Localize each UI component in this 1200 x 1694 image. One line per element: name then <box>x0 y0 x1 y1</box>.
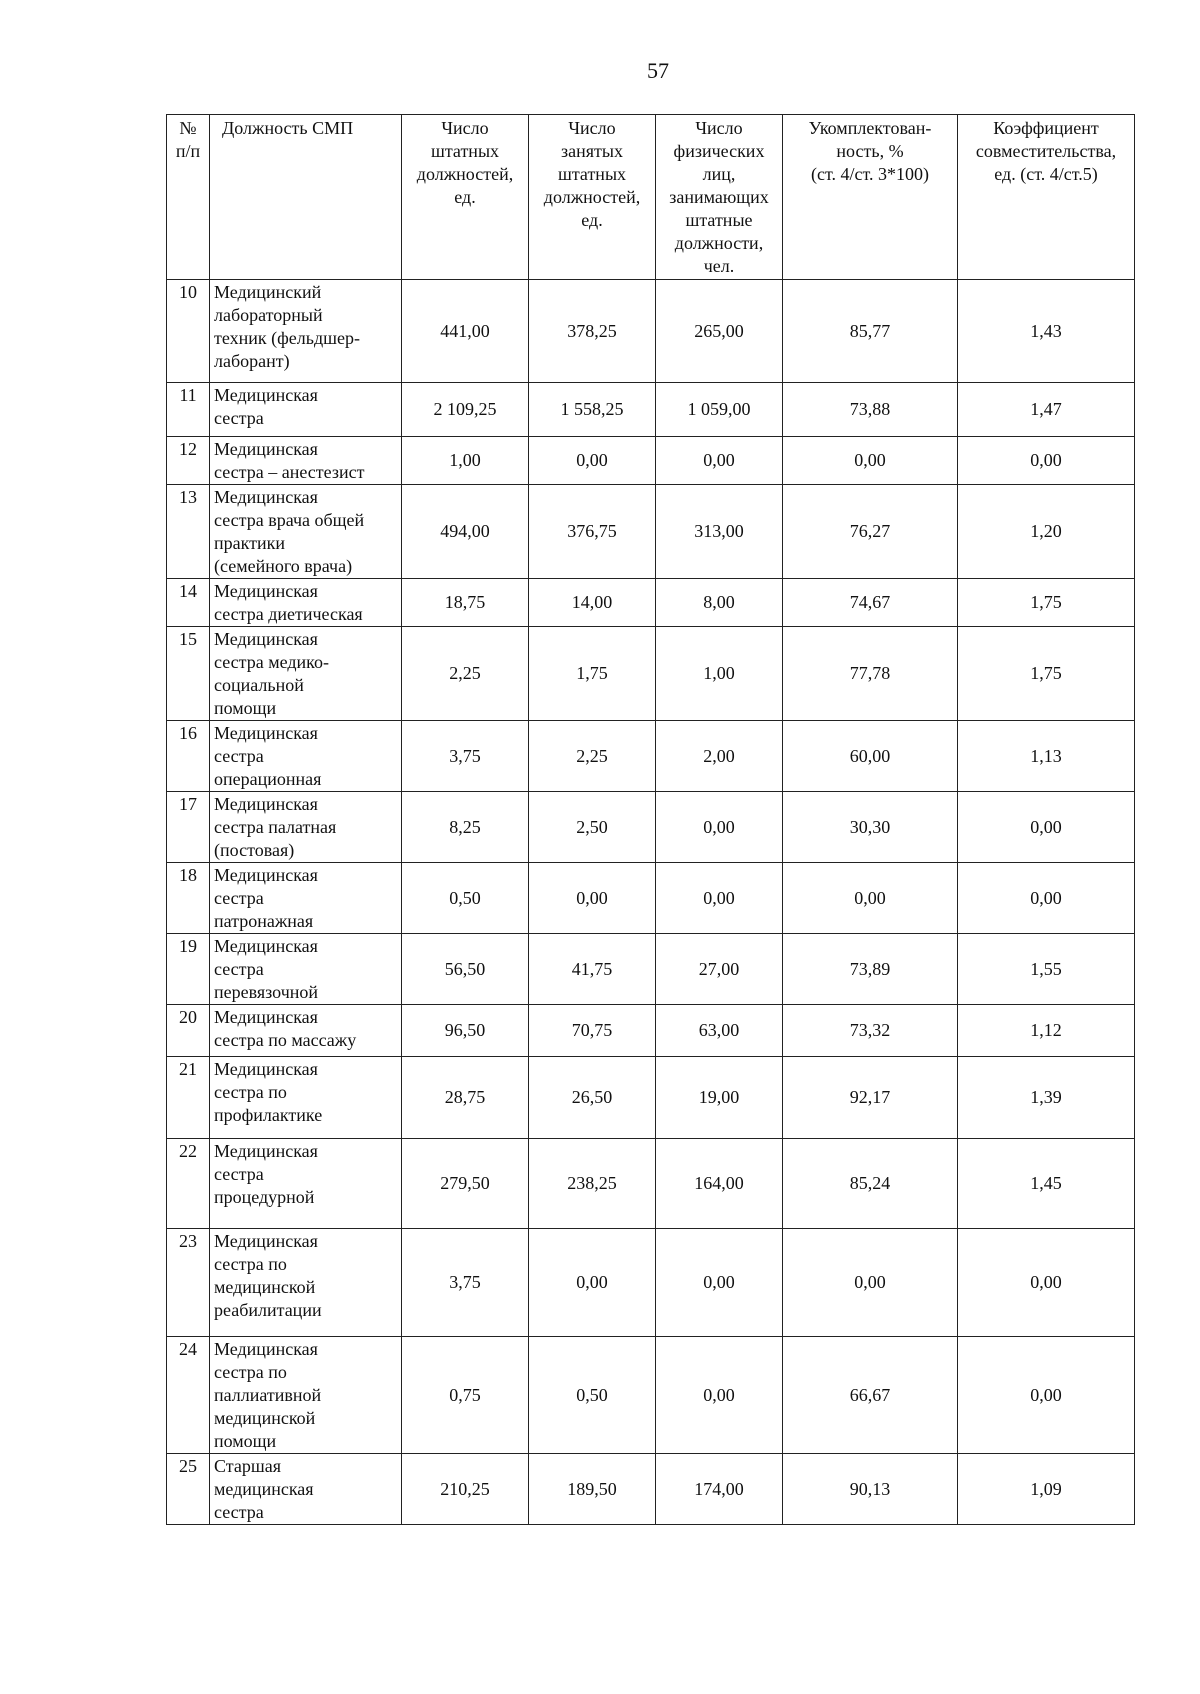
cell-occupied-positions: 238,25 <box>529 1139 656 1229</box>
cell-staffing-percent: 66,67 <box>783 1337 958 1454</box>
cell-staffing-percent: 76,27 <box>783 485 958 579</box>
cell-physical-persons: 0,00 <box>656 1229 783 1337</box>
cell-number: 22 <box>167 1139 210 1229</box>
cell-number: 18 <box>167 863 210 934</box>
cell-occupied-positions: 2,25 <box>529 721 656 792</box>
header-occupied-positions: Число занятых штатных должностей, ед. <box>529 115 656 280</box>
cell-position: Медицинская сестра медико- социальной помощи <box>210 627 402 721</box>
table-row <box>167 863 1135 934</box>
cell-staffing-percent: 0,00 <box>783 863 958 934</box>
cell-staffing-percent: 0,00 <box>783 1229 958 1337</box>
cell-occupied-positions: 189,50 <box>529 1454 656 1525</box>
table-row <box>167 792 1135 863</box>
cell-part-time-coefficient: 0,00 <box>958 1337 1135 1454</box>
table-body <box>167 280 1135 1525</box>
cell-part-time-coefficient: 1,47 <box>958 383 1135 437</box>
cell-staffing-percent: 85,24 <box>783 1139 958 1229</box>
cell-occupied-positions: 0,00 <box>529 863 656 934</box>
cell-number: 16 <box>167 721 210 792</box>
cell-occupied-positions: 14,00 <box>529 579 656 627</box>
cell-occupied-positions: 0,50 <box>529 1337 656 1454</box>
cell-physical-persons: 1,00 <box>656 627 783 721</box>
cell-staff-positions: 2 109,25 <box>402 383 529 437</box>
table-row <box>167 721 1135 792</box>
cell-physical-persons: 2,00 <box>656 721 783 792</box>
cell-staffing-percent: 60,00 <box>783 721 958 792</box>
cell-physical-persons: 164,00 <box>656 1139 783 1229</box>
cell-physical-persons: 174,00 <box>656 1454 783 1525</box>
table-row <box>167 1454 1135 1525</box>
cell-number: 19 <box>167 934 210 1005</box>
cell-position: Медицинская сестра по массажу <box>210 1005 402 1057</box>
cell-part-time-coefficient: 1,20 <box>958 485 1135 579</box>
cell-number: 10 <box>167 280 210 383</box>
cell-staff-positions: 96,50 <box>402 1005 529 1057</box>
cell-physical-persons: 0,00 <box>656 863 783 934</box>
cell-part-time-coefficient: 1,75 <box>958 627 1135 721</box>
table-row <box>167 1005 1135 1057</box>
cell-position: Медицинская сестра перевязочной <box>210 934 402 1005</box>
cell-staffing-percent: 74,67 <box>783 579 958 627</box>
cell-occupied-positions: 70,75 <box>529 1005 656 1057</box>
cell-part-time-coefficient: 1,09 <box>958 1454 1135 1525</box>
cell-staffing-percent: 85,77 <box>783 280 958 383</box>
cell-number: 15 <box>167 627 210 721</box>
cell-part-time-coefficient: 0,00 <box>958 863 1135 934</box>
cell-physical-persons: 63,00 <box>656 1005 783 1057</box>
cell-staff-positions: 28,75 <box>402 1057 529 1139</box>
cell-physical-persons: 0,00 <box>656 437 783 485</box>
cell-staffing-percent: 77,78 <box>783 627 958 721</box>
cell-staff-positions: 0,75 <box>402 1337 529 1454</box>
table-row <box>167 1337 1135 1454</box>
cell-position: Медицинская сестра палатная (постовая) <box>210 792 402 863</box>
cell-staff-positions: 279,50 <box>402 1139 529 1229</box>
cell-position: Медицинская сестра врача общей практики (семейного врача) <box>210 485 402 579</box>
cell-number: 11 <box>167 383 210 437</box>
cell-occupied-positions: 2,50 <box>529 792 656 863</box>
header-number: № п/п <box>167 115 210 280</box>
cell-physical-persons: 27,00 <box>656 934 783 1005</box>
table-row <box>167 579 1135 627</box>
cell-occupied-positions: 1,75 <box>529 627 656 721</box>
cell-number: 24 <box>167 1337 210 1454</box>
cell-occupied-positions: 378,25 <box>529 280 656 383</box>
table-row <box>167 383 1135 437</box>
cell-physical-persons: 265,00 <box>656 280 783 383</box>
cell-staff-positions: 210,25 <box>402 1454 529 1525</box>
cell-staffing-percent: 90,13 <box>783 1454 958 1525</box>
page-number: 57 <box>647 58 669 83</box>
cell-part-time-coefficient: 0,00 <box>958 792 1135 863</box>
cell-position: Медицинский лабораторный техник (фельдшер- лаборант) <box>210 280 402 383</box>
cell-part-time-coefficient: 1,12 <box>958 1005 1135 1057</box>
cell-staffing-percent: 30,30 <box>783 792 958 863</box>
cell-position: Медицинская сестра по медицинской реабилитации <box>210 1229 402 1337</box>
cell-position: Медицинская сестра – анестезист <box>210 437 402 485</box>
cell-staffing-percent: 0,00 <box>783 437 958 485</box>
cell-part-time-coefficient: 1,45 <box>958 1139 1135 1229</box>
cell-physical-persons: 0,00 <box>656 792 783 863</box>
cell-staff-positions: 18,75 <box>402 579 529 627</box>
cell-occupied-positions: 376,75 <box>529 485 656 579</box>
cell-staff-positions: 441,00 <box>402 280 529 383</box>
cell-staffing-percent: 73,88 <box>783 383 958 437</box>
cell-physical-persons: 313,00 <box>656 485 783 579</box>
cell-staff-positions: 0,50 <box>402 863 529 934</box>
cell-occupied-positions: 26,50 <box>529 1057 656 1139</box>
cell-number: 13 <box>167 485 210 579</box>
table-row <box>167 437 1135 485</box>
cell-number: 25 <box>167 1454 210 1525</box>
cell-occupied-positions: 1 558,25 <box>529 383 656 437</box>
cell-staff-positions: 3,75 <box>402 1229 529 1337</box>
cell-part-time-coefficient: 0,00 <box>958 437 1135 485</box>
cell-part-time-coefficient: 1,55 <box>958 934 1135 1005</box>
cell-staff-positions: 2,25 <box>402 627 529 721</box>
cell-occupied-positions: 0,00 <box>529 1229 656 1337</box>
table-row <box>167 934 1135 1005</box>
staffing-table <box>166 114 1135 1525</box>
cell-staff-positions: 3,75 <box>402 721 529 792</box>
header-position: Должность СМП <box>210 115 402 280</box>
table-header-row <box>167 115 1135 280</box>
cell-part-time-coefficient: 1,43 <box>958 280 1135 383</box>
cell-staff-positions: 56,50 <box>402 934 529 1005</box>
cell-number: 14 <box>167 579 210 627</box>
cell-number: 12 <box>167 437 210 485</box>
cell-number: 17 <box>167 792 210 863</box>
table-row <box>167 485 1135 579</box>
cell-physical-persons: 19,00 <box>656 1057 783 1139</box>
cell-position: Медицинская сестра по паллиативной медицинской помощи <box>210 1337 402 1454</box>
cell-staff-positions: 494,00 <box>402 485 529 579</box>
table-row <box>167 1139 1135 1229</box>
cell-physical-persons: 1 059,00 <box>656 383 783 437</box>
cell-position: Медицинская сестра процедурной <box>210 1139 402 1229</box>
cell-staff-positions: 1,00 <box>402 437 529 485</box>
cell-staffing-percent: 73,89 <box>783 934 958 1005</box>
table-row <box>167 1057 1135 1139</box>
cell-physical-persons: 8,00 <box>656 579 783 627</box>
cell-number: 20 <box>167 1005 210 1057</box>
cell-occupied-positions: 41,75 <box>529 934 656 1005</box>
cell-staff-positions: 8,25 <box>402 792 529 863</box>
cell-staffing-percent: 92,17 <box>783 1057 958 1139</box>
table-row <box>167 627 1135 721</box>
cell-physical-persons: 0,00 <box>656 1337 783 1454</box>
header-staffing-percent: Укомплектован- ность, % (ст. 4/ст. 3*100) <box>783 115 958 280</box>
cell-position: Медицинская сестра по профилактике <box>210 1057 402 1139</box>
cell-number: 21 <box>167 1057 210 1139</box>
cell-part-time-coefficient: 1,75 <box>958 579 1135 627</box>
cell-number: 23 <box>167 1229 210 1337</box>
cell-occupied-positions: 0,00 <box>529 437 656 485</box>
header-staff-positions: Число штатных должностей, ед. <box>402 115 529 280</box>
table-row <box>167 1229 1135 1337</box>
header-physical-persons: Число физических лиц, занимающих штатные должности, чел. <box>656 115 783 280</box>
header-part-time-coefficient: Коэффициент совместительства, ед. (ст. 4/ст.5) <box>958 115 1135 280</box>
table-row <box>167 280 1135 383</box>
cell-position: Медицинская сестра диетическая <box>210 579 402 627</box>
cell-position: Медицинская сестра операционная <box>210 721 402 792</box>
cell-part-time-coefficient: 1,39 <box>958 1057 1135 1139</box>
cell-position: Старшая медицинская сестра <box>210 1454 402 1525</box>
cell-part-time-coefficient: 0,00 <box>958 1229 1135 1337</box>
cell-part-time-coefficient: 1,13 <box>958 721 1135 792</box>
cell-position: Медицинская сестра <box>210 383 402 437</box>
cell-position: Медицинская сестра патронажная <box>210 863 402 934</box>
cell-staffing-percent: 73,32 <box>783 1005 958 1057</box>
